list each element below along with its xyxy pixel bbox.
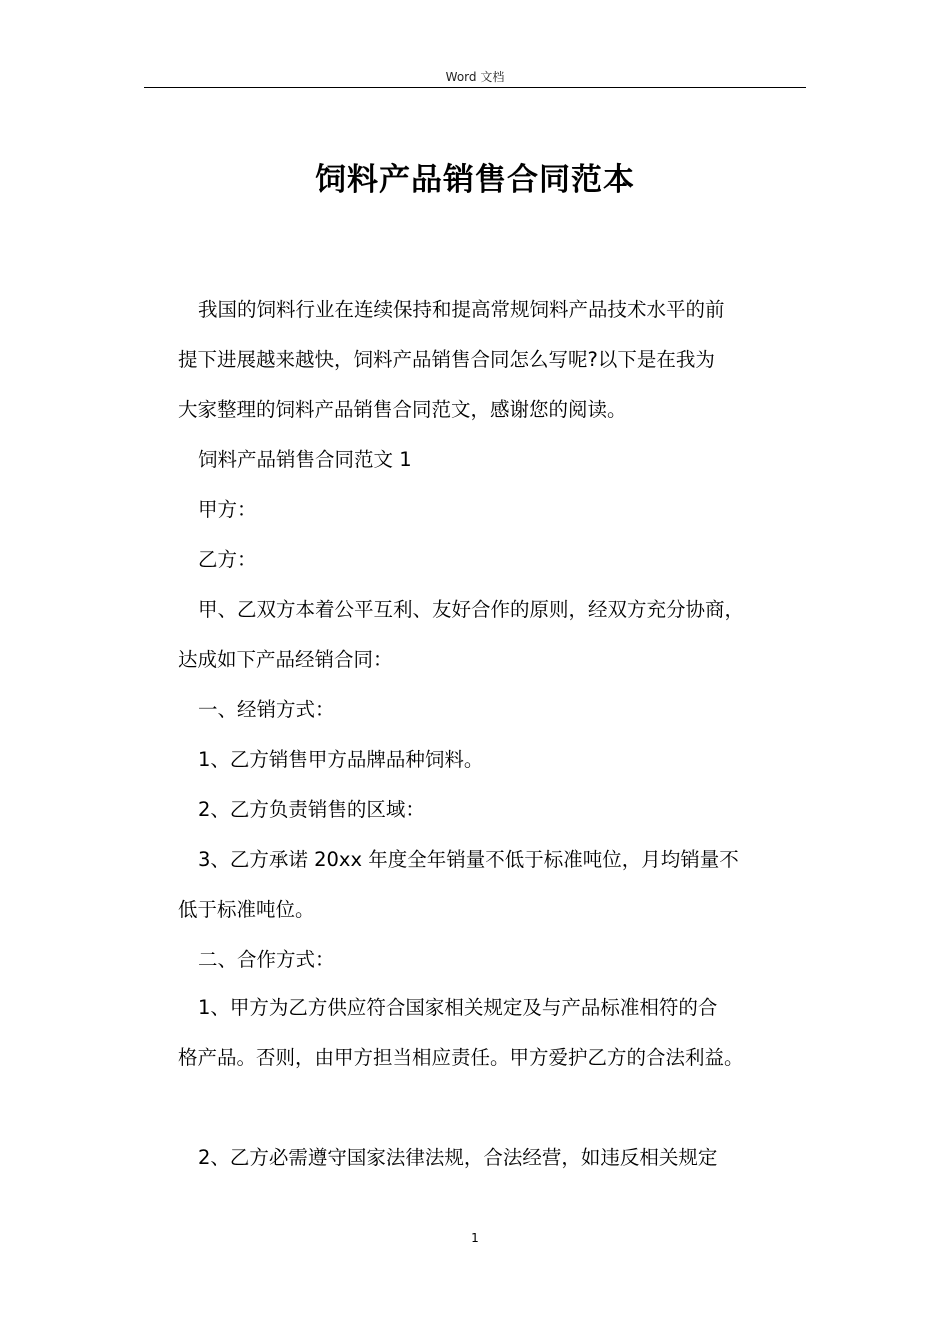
paragraph-line: 达成如下产品经销合同： (178, 648, 393, 671)
clause-item: 3、乙方承诺 20xx 年度全年销量不低于标准吨位，月均销量不 (198, 848, 739, 871)
page-header: Word 文档 (445, 70, 505, 84)
clause-item: 1、乙方销售甲方品牌品种饲料。 (198, 748, 484, 771)
clause-heading: 二、合作方式： (198, 948, 335, 971)
section-heading: 饲料产品销售合同范文 1 (198, 448, 412, 471)
party-a-label: 甲方： (198, 498, 257, 521)
clause-item: 2、乙方负责销售的区域： (198, 798, 425, 821)
clause-item: 1、甲方为乙方供应符合国家相关规定及与产品标准相符的合 (198, 996, 718, 1019)
paragraph-line: 提下进展越来越快，饲料产品销售合同怎么写呢?以下是在我为 (178, 348, 715, 371)
document-title: 饲料产品销售合同范本 (315, 162, 635, 198)
clause-heading: 一、经销方式： (198, 698, 335, 721)
paragraph-line: 甲、乙双方本着公平互利、友好合作的原则，经双方充分协商， (198, 598, 745, 621)
paragraph-line: 我国的饲料行业在连续保持和提高常规饲料产品技术水平的前 (198, 298, 725, 321)
clause-item: 2、乙方必需遵守国家法律法规，合法经营，如违反相关规定 (198, 1146, 718, 1169)
page-number: 1 (471, 1231, 479, 1245)
clause-item-continued: 低于标准吨位。 (178, 898, 315, 921)
header-divider (144, 87, 806, 88)
clause-item-continued: 格产品。否则，由甲方担当相应责任。甲方爱护乙方的合法利益。 (178, 1046, 744, 1069)
paragraph-line: 大家整理的饲料产品销售合同范文，感谢您的阅读。 (178, 398, 627, 421)
party-b-label: 乙方： (198, 548, 257, 571)
